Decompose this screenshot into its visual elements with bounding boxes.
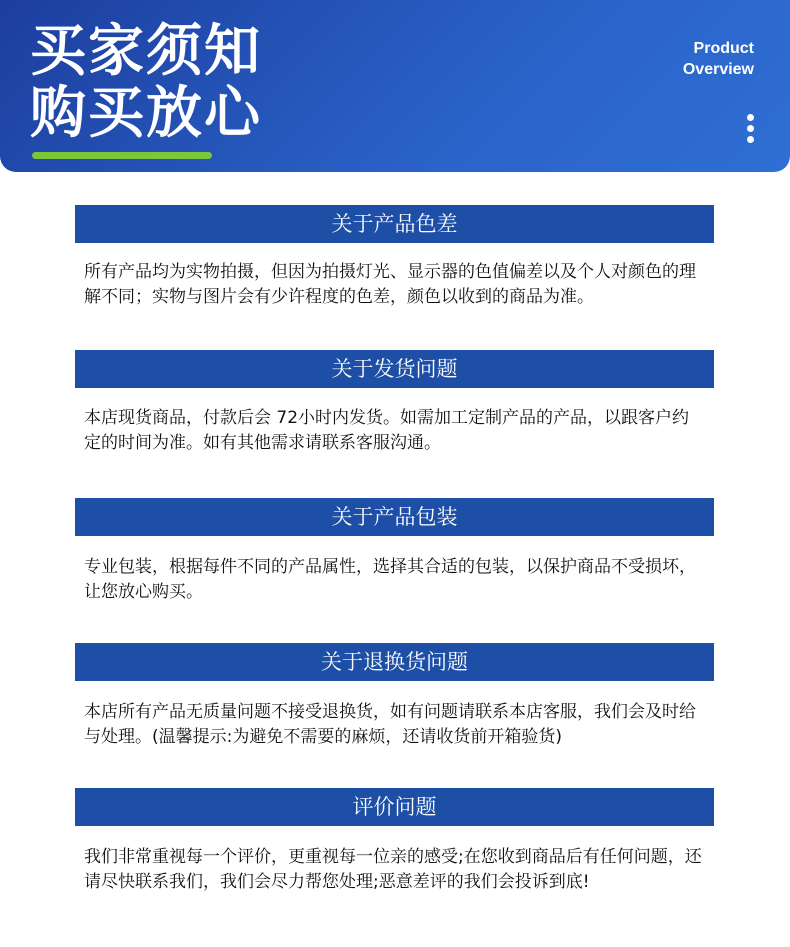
section-body-reviews: 我们非常重视每一个评价，更重视每一位亲的感受;在您收到商品后有任何问题，还请尽快联系我们，我们会尽力帮您处理;恶意差评的我们会投诉到底! [84,847,702,892]
product-overview-label [683,38,754,80]
section-heading-color-difference: 关于产品色差 [75,205,714,243]
section-heading-returns: 关于退换货问题 [75,643,714,681]
overview-line-1: Product [693,40,754,57]
more-dots-icon[interactable] [747,114,757,147]
page-title-line-1: 买家须知 [30,19,262,84]
section-heading-shipping: 关于发货问题 [75,350,714,388]
title-underline [32,152,212,159]
section-body-packaging: 专业包装，根据每件不同的产品属性，选择其合适的包装，以保护商品不受损坏，让您放心购买。 [84,557,696,602]
section-heading-packaging: 关于产品包装 [75,498,714,536]
section-body-shipping: 本店现货商品，付款后会 72小时内发货。如需加工定制产品的产品，以跟客户约定的时间为准。如有其他需求请联系客服沟通。 [84,408,690,453]
section-body-returns: 本店所有产品无质量问题不接受退换货，如有问题请联系本店客服，我们会及时给与处理。(温馨提示:为避免不需要的麻烦，还请收货前开箱验货) [84,702,696,747]
section-heading-reviews: 评价问题 [75,788,714,826]
section-body-color-difference: 所有产品均为实物拍摄，但因为拍摄灯光、显示器的色值偏差以及个人对颜色的理解不同；实物与图片会有少许程度的色差，颜色以收到的商品为准。 [84,262,696,307]
header-banner [0,0,790,172]
page-title-line-2: 购买放心 [30,81,262,146]
overview-line-2: Overview [682,61,754,78]
